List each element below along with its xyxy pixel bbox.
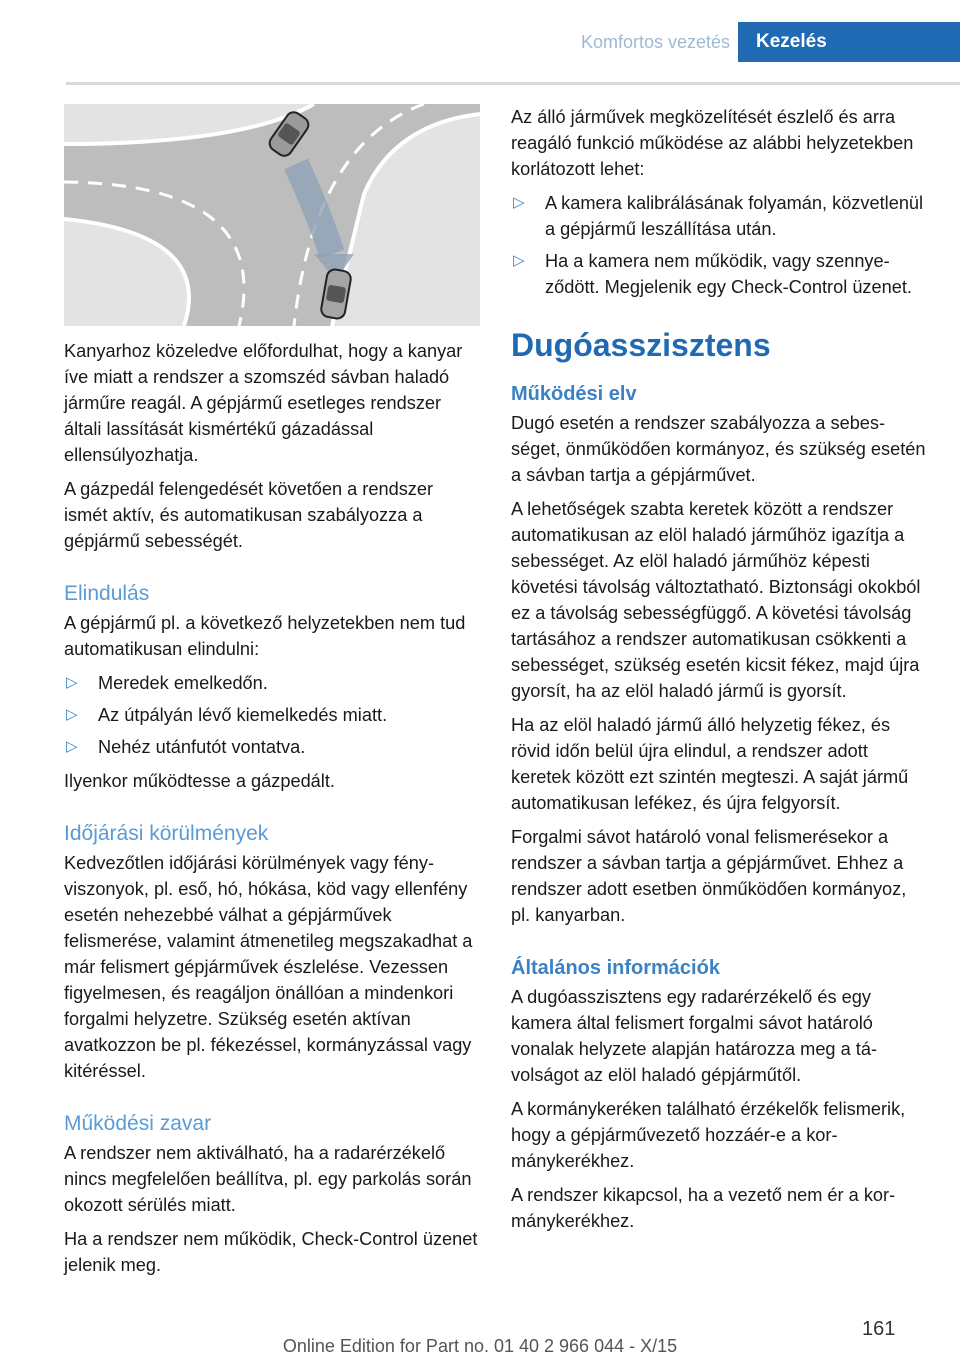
right-column [511, 104, 927, 1242]
figure-text-2: A gázpedál felengedését követően a rendszer ismét aktív, és automatikusan szabályozza a gépjármű sebességét. [64, 479, 434, 551]
list-item: ▷ Meredek emelkedőn. [64, 670, 480, 696]
list-item: ▷ A kamera kalibrálásának folyamán, közvetlenül a gépjármű leszállítása után. [511, 190, 927, 242]
footer-edition: Online Edition for Part no. 01 40 2 966 044 - X/15 [282, 1336, 678, 1356]
limits-list [511, 190, 927, 300]
zavar-text-2: Ha a rendszer nem működik, Check-Control üzenet jelenik meg. [64, 1229, 478, 1275]
heading-idojaras: Időjárási körülmények [64, 822, 269, 845]
bullet-triangle-icon: ▷ [66, 738, 78, 755]
altalanos-text-2: A kormánykeréken található érzékelők felismerik, hogy a gépjárművezető hozzáér-e a kormánykerékhez. [511, 1099, 906, 1171]
list-item: ▷ Az útpályán lévő kiemelkedés miatt. [64, 702, 480, 728]
idojaras-text: Kedvezőtlen időjárási körülmények vagy fényviszonyok, pl. eső, hó, hókása, köd vagy ellenfény esetén nehezebbé válhat a gépjárművek felismerése, valamint átmenetileg megszakadhat a már felismert gépjárművek észlelése. Vezessen figyelmesen, és reagáljon önállóan a mindenkori forgalmi helyzetre. Szükség esetén aktívan avatkozzon be pl. fékezéssel, kormányzással vagy kitéréssel. [64, 853, 473, 1081]
heading-elindulas: Elindulás [64, 582, 150, 605]
bullet-triangle-icon: ▷ [66, 706, 78, 723]
left-column [64, 104, 480, 1286]
header-section-title: Komfortos vezetés [580, 32, 730, 52]
elindulas-list [64, 670, 480, 760]
header-rule [66, 82, 960, 85]
page-header [0, 22, 960, 62]
limits-intro: Az álló járművek megközelítését észlelő és arra reagáló funkció működése az alábbi helyzetekben korlátozott lehet: [511, 107, 914, 179]
dugo-text-3: Ha az elöl haladó jármű álló helyzetig fékez, és rövid időn belül újra elindul, a rendszer adott keretek között ezt szintén megteszi. A saját jármű automatikusan lefékez, és újra felgyorsít. [511, 715, 909, 813]
zavar-text-1: A rendszer nem aktiválható, ha a radarérzékelő nincs megfelelően beállítva, pl. egy parkolás során okozott sérülés miatt. [64, 1143, 472, 1215]
bullet-triangle-icon: ▷ [513, 252, 525, 269]
heading-zavar: Működési zavar [64, 1112, 212, 1135]
bullet-triangle-icon: ▷ [513, 194, 525, 211]
page-number: 161 [862, 1318, 896, 1340]
list-item: ▷ Ha a kamera nem működik, vagy szennyeződött. Megjelenik egy Check-Control üzenet. [511, 248, 927, 300]
heading-mukodesi-elv: Működési elv [511, 383, 637, 405]
curve-road-image [64, 104, 480, 326]
bullet-triangle-icon: ▷ [66, 674, 78, 691]
dugo-text-4: Forgalmi sávot határoló vonal felismerésekor a rendszer a sávban tartja a gépjárművet. Ehhez a rendszer adott esetben önműködően kormányoz, pl. kanyarban. [511, 827, 907, 925]
curve-illustration [64, 104, 480, 326]
dugo-text-2: A lehetőségek szabta keretek között a rendszer automatikusan az elöl haladó járműhöz igazítja a sebességet. Az elöl haladó járműhöz képesti követési távolság változtatható. Biztonsági okokból ez a távolság sebességfüggő. A követési távolság tartásához a rendszer automatikusan csökkenti a sebességet, szükség esetén kicsit fékez, majd újra gyorsít, ha az elöl haladó jármű is gyorsít. [511, 499, 921, 701]
dugo-text-1: Dugó esetén a rendszer szabályozza a sebességet, önműködően kormányoz, és szükség esetén a sávban tartja a gépjárművet. [511, 413, 926, 485]
altalanos-text-3: A rendszer kikapcsol, ha a vezető nem ér a kormánykerékhez. [511, 1185, 896, 1231]
elindulas-intro: A gépjármű pl. a következő helyzetekben nem tud automatikusan elindulni: [64, 613, 466, 659]
header-chapter-tab: Kezelés [738, 22, 960, 62]
elindulas-outro: Ilyenkor működtesse a gázpedált. [64, 771, 335, 791]
altalanos-text-1: A dugóasszisztens egy radarérzékelő és egy kamera által felismert forgalmi sávot határoló vonalak helyzete alapján határozza meg a távolságot az elöl haladó gépjárműtől. [511, 987, 878, 1085]
heading-altalanos: Általános információk [511, 957, 720, 979]
figure-text-1: Kanyarhoz közeledve előfordulhat, hogy a kanyar íve miatt a rendszer a szomszéd sávban haladó járműre reagál. A gépjármű esetleges rendszer általi lassítását kismértékű gázadással ellensúlyozhatja. [64, 341, 463, 465]
list-item: ▷ Nehéz utánfutót vontatva. [64, 734, 480, 760]
heading-dugoasszisztens: Dugóasszisztens [511, 327, 771, 363]
